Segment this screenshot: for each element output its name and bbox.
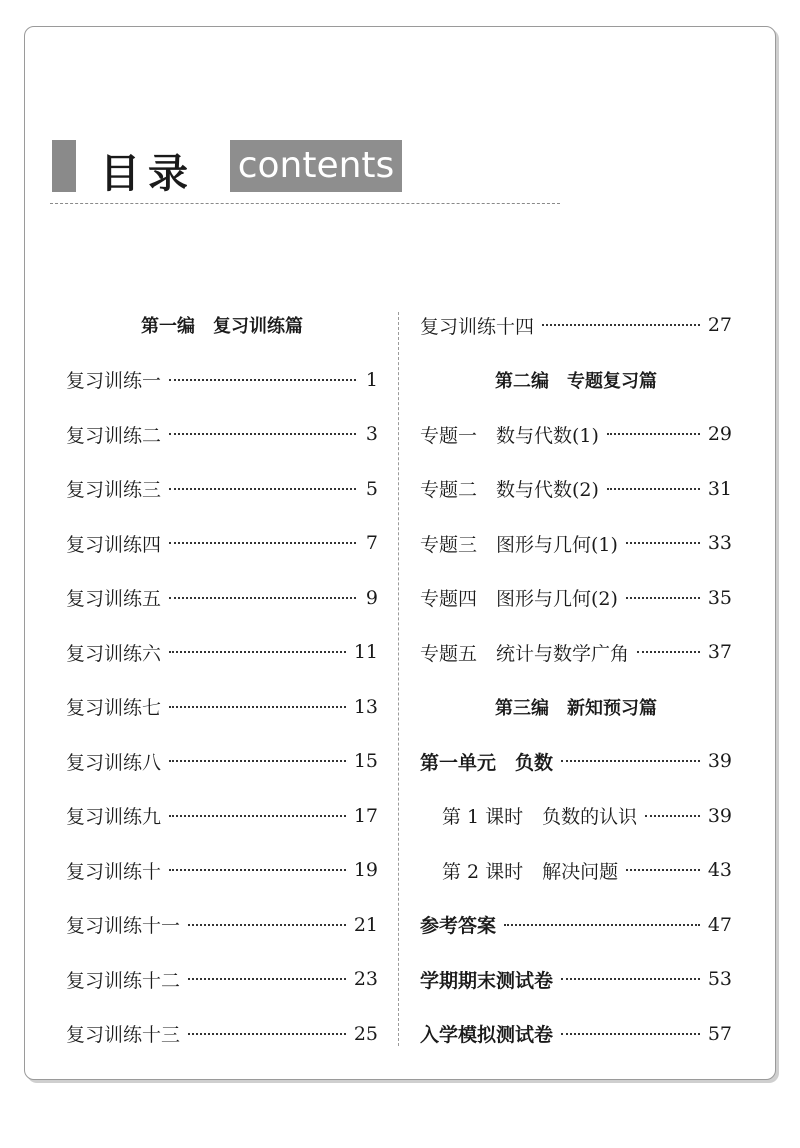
toc-entry-extra[interactable] bbox=[420, 952, 732, 1007]
entry-title: 专题三 图形与几何(1) bbox=[420, 533, 618, 556]
entry-title: 复习训练五 bbox=[66, 588, 162, 611]
column-divider bbox=[398, 312, 399, 1046]
right-column bbox=[420, 298, 732, 1061]
entry-page: 21 bbox=[353, 913, 378, 936]
dot-leader bbox=[626, 597, 700, 599]
entry-title: 复习训练九 bbox=[66, 806, 162, 829]
dot-leader bbox=[561, 1033, 700, 1035]
entry-title: 复习训练十一 bbox=[66, 915, 181, 938]
dot-leader bbox=[504, 924, 700, 926]
entry-page: 37 bbox=[707, 641, 732, 664]
entry-title: 复习训练十 bbox=[66, 860, 162, 883]
title-chinese: 目录 bbox=[100, 151, 196, 197]
entry-page: 23 bbox=[353, 968, 378, 991]
entry-title: 专题五 统计与数学广角 bbox=[420, 642, 630, 665]
toc-entry[interactable] bbox=[66, 625, 378, 680]
entry-page: 13 bbox=[353, 695, 378, 718]
dot-leader bbox=[169, 869, 346, 871]
entry-title: 专题四 图形与几何(2) bbox=[420, 588, 618, 611]
toc-entry[interactable] bbox=[420, 571, 732, 626]
toc-entry[interactable] bbox=[66, 789, 378, 844]
entry-page: 9 bbox=[365, 586, 378, 609]
entry-title: 复习训练四 bbox=[66, 533, 162, 556]
entry-page: 57 bbox=[707, 1022, 732, 1045]
toc-entry[interactable] bbox=[420, 298, 732, 353]
section-heading: 第二编 专题复习篇 bbox=[495, 370, 657, 392]
toc-entry[interactable] bbox=[420, 407, 732, 462]
dot-leader bbox=[169, 651, 346, 653]
entry-title: 复习训练十四 bbox=[420, 315, 535, 338]
entry-title: 复习训练十三 bbox=[66, 1024, 181, 1047]
toc-entry[interactable] bbox=[420, 625, 732, 680]
entry-page: 25 bbox=[353, 1022, 378, 1045]
dot-leader bbox=[626, 542, 700, 544]
toc-entry-lesson[interactable] bbox=[420, 789, 732, 844]
title-english: contents bbox=[230, 140, 402, 192]
toc-entry[interactable] bbox=[66, 843, 378, 898]
entry-page: 7 bbox=[365, 532, 378, 555]
dot-leader bbox=[169, 542, 356, 544]
toc-entry-unit[interactable] bbox=[420, 734, 732, 789]
dot-leader bbox=[188, 1033, 346, 1035]
toc-entry[interactable] bbox=[66, 734, 378, 789]
dot-leader bbox=[607, 433, 700, 435]
entry-page: 1 bbox=[365, 368, 378, 391]
dot-leader bbox=[169, 488, 356, 490]
dot-leader bbox=[169, 815, 346, 817]
dot-leader bbox=[169, 760, 346, 762]
dot-leader bbox=[561, 978, 700, 980]
entry-page: 5 bbox=[365, 477, 378, 500]
entry-title: 专题二 数与代数(2) bbox=[420, 479, 599, 502]
toc-entry[interactable] bbox=[66, 353, 378, 408]
entry-title: 第 1 课时 负数的认识 bbox=[442, 806, 638, 829]
entry-page: 29 bbox=[707, 423, 732, 446]
toc-entry[interactable] bbox=[66, 462, 378, 517]
dot-leader bbox=[542, 324, 700, 326]
toc-entry[interactable] bbox=[66, 898, 378, 953]
dot-leader bbox=[607, 488, 700, 490]
entry-page: 43 bbox=[707, 859, 732, 882]
toc-entry[interactable] bbox=[66, 952, 378, 1007]
dot-leader bbox=[169, 433, 356, 435]
dot-leader bbox=[188, 924, 346, 926]
entry-title: 复习训练八 bbox=[66, 751, 162, 774]
entry-page: 27 bbox=[707, 314, 732, 337]
entry-page: 17 bbox=[353, 804, 378, 827]
toc-entry[interactable] bbox=[66, 1007, 378, 1062]
title-accent-bar bbox=[52, 140, 76, 192]
toc-entry[interactable] bbox=[66, 680, 378, 735]
entry-page: 39 bbox=[707, 750, 732, 773]
entry-title: 复习训练三 bbox=[66, 479, 162, 502]
dot-leader bbox=[645, 815, 700, 817]
dot-leader bbox=[169, 597, 356, 599]
entry-title: 第一单元 负数 bbox=[420, 751, 554, 774]
entry-page: 15 bbox=[353, 750, 378, 773]
title-divider bbox=[50, 203, 560, 204]
entry-title: 学期期末测试卷 bbox=[420, 969, 554, 992]
entry-page: 31 bbox=[707, 477, 732, 500]
toc-entry[interactable] bbox=[66, 516, 378, 571]
toc-entry-extra[interactable] bbox=[420, 898, 732, 953]
entry-title: 参考答案 bbox=[420, 915, 497, 938]
toc-entry-extra[interactable] bbox=[420, 1007, 732, 1062]
entry-title: 复习训练一 bbox=[66, 370, 162, 393]
entry-title: 第 2 课时 解决问题 bbox=[442, 860, 619, 883]
entry-title: 复习训练二 bbox=[66, 424, 162, 447]
entry-page: 47 bbox=[707, 913, 732, 936]
entry-page: 33 bbox=[707, 532, 732, 555]
dot-leader bbox=[561, 760, 700, 762]
entry-page: 39 bbox=[707, 804, 732, 827]
entry-title: 复习训练七 bbox=[66, 697, 162, 720]
entry-title: 复习训练十二 bbox=[66, 969, 181, 992]
toc-entry-lesson[interactable] bbox=[420, 843, 732, 898]
dot-leader bbox=[169, 379, 356, 381]
toc-entry[interactable] bbox=[420, 516, 732, 571]
dot-leader bbox=[626, 869, 700, 871]
toc-entry[interactable] bbox=[66, 571, 378, 626]
toc-entry[interactable] bbox=[66, 407, 378, 462]
entry-page: 53 bbox=[707, 968, 732, 991]
entry-title: 入学模拟测试卷 bbox=[420, 1024, 554, 1047]
dot-leader bbox=[188, 978, 346, 980]
entry-page: 3 bbox=[365, 423, 378, 446]
left-column bbox=[66, 298, 378, 1061]
toc-entry[interactable] bbox=[420, 462, 732, 517]
section-heading: 第一编 复习训练篇 bbox=[141, 316, 303, 338]
entry-page: 35 bbox=[707, 586, 732, 609]
entry-title: 复习训练六 bbox=[66, 642, 162, 665]
dot-leader bbox=[169, 706, 346, 708]
dot-leader bbox=[637, 651, 700, 653]
entry-page: 19 bbox=[353, 859, 378, 882]
entry-page: 11 bbox=[353, 641, 378, 664]
section-heading: 第三编 新知预习篇 bbox=[495, 697, 657, 719]
entry-title: 专题一 数与代数(1) bbox=[420, 424, 599, 447]
